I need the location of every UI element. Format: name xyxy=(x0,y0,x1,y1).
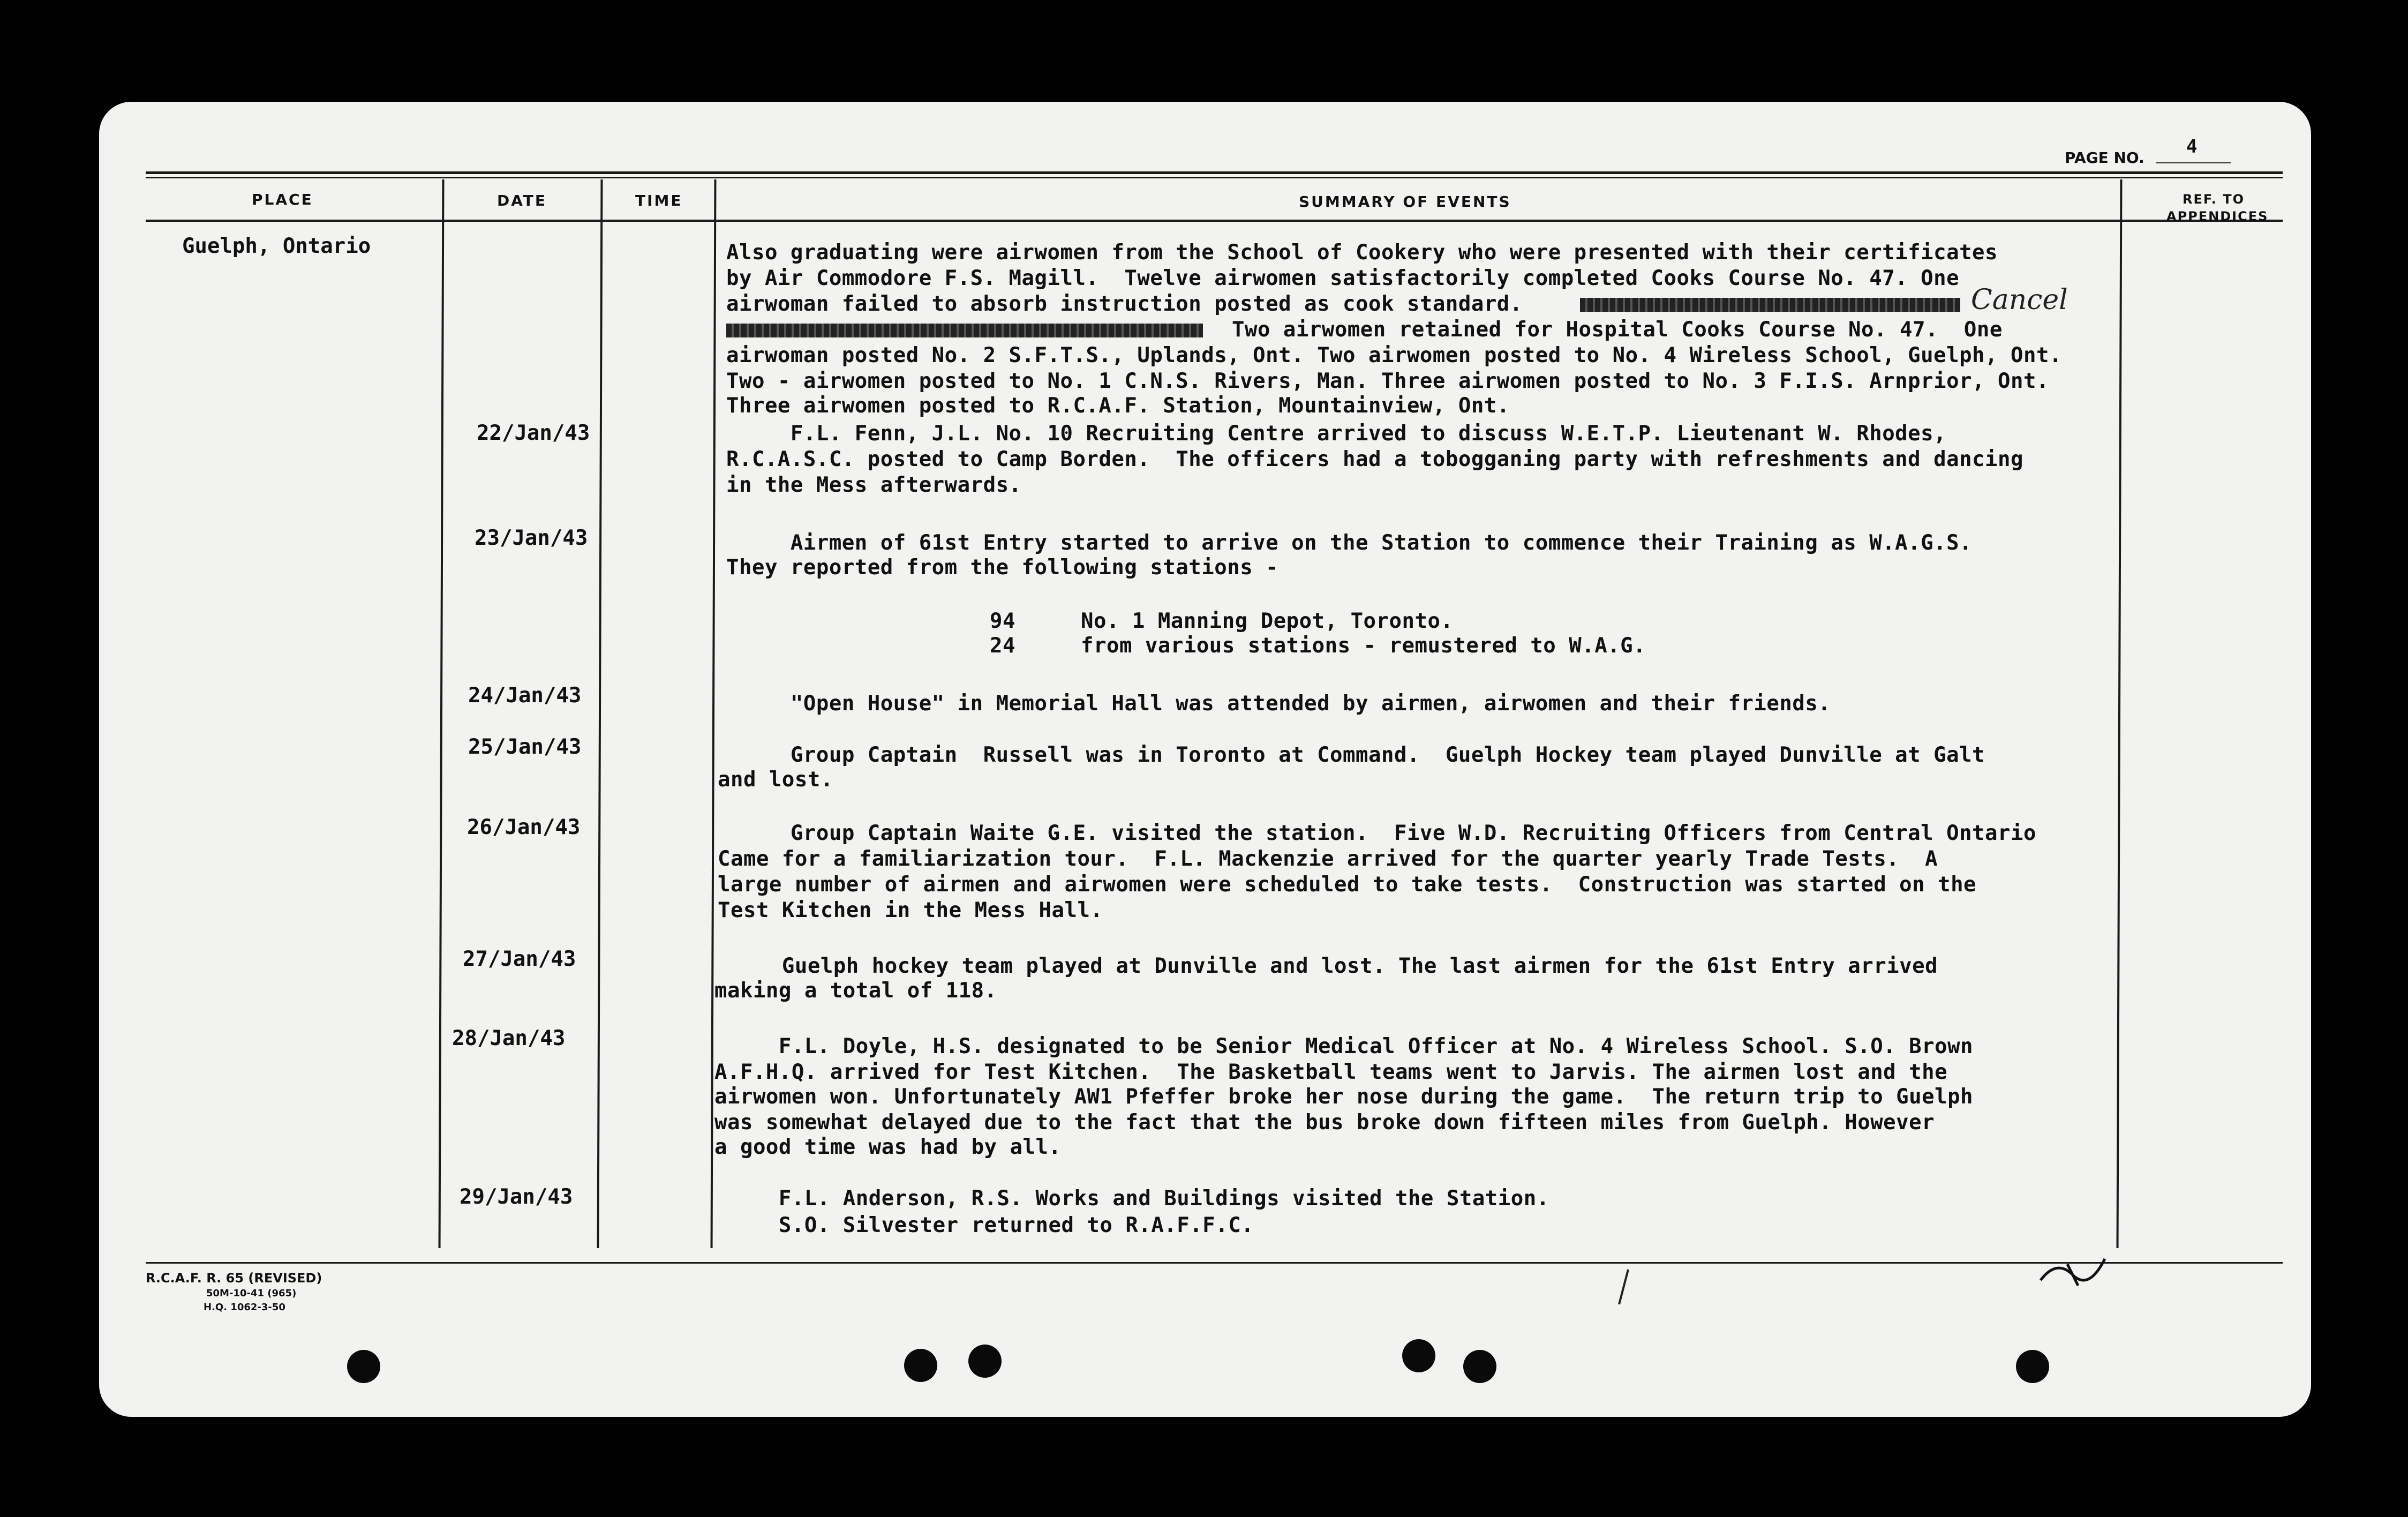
page-number-label: PAGE NO. xyxy=(2065,149,2144,167)
place-entry: Guelph, Ontario xyxy=(182,234,371,258)
summary-line: and lost. xyxy=(718,768,833,792)
header-top-rule xyxy=(146,171,2283,174)
header-bottom-rule xyxy=(146,220,2283,222)
summary-line: airwoman failed to absorb instruction posted as cook standard. xyxy=(726,292,1523,316)
page-number-underline xyxy=(2156,162,2231,163)
page-number-value: 4 xyxy=(2186,136,2198,157)
column-header-ref-2: APPENDICES xyxy=(2166,209,2269,224)
summary-line: F.L. Doyle, H.S. designated to be Senior Medical Officer at No. 4 Wireless School. S.O. Brown xyxy=(714,1034,1974,1058)
summary-line: A.F.H.Q. arrived for Test Kitchen. The Basketball teams went to Jarvis. The airmen lost and the xyxy=(714,1060,1948,1084)
list-text: No. 1 Manning Depot, Toronto. xyxy=(1081,609,1454,633)
summary-line: Airmen of 61st Entry started to arrive on the Station to commence their Training as W.A.G.S. xyxy=(726,531,1973,555)
date-entry: 25/Jan/43 xyxy=(468,735,582,759)
pen-mark xyxy=(1615,1267,1631,1310)
column-header-place: PLACE xyxy=(252,191,313,208)
struck-out-text xyxy=(1580,298,1960,312)
form-number: R.C.A.F. R. 65 (REVISED) xyxy=(146,1271,322,1286)
summary-line: "Open House" in Memorial Hall was attended by airmen, airwomen and their friends. xyxy=(726,692,1831,716)
punch-hole xyxy=(904,1349,937,1382)
summary-line: F.L. Fenn, J.L. No. 10 Recruiting Centre arrived to discuss W.E.T.P. Lieutenant W. Rhodes, xyxy=(726,422,1947,446)
column-header-ref-1: REF. TO xyxy=(2183,192,2245,207)
list-count: 24 xyxy=(990,634,1015,658)
punch-hole xyxy=(2016,1350,2049,1383)
summary-line: Also graduating were airwomen from the School of Cookery who were presented with their certificates xyxy=(726,241,1998,265)
summary-line: Came for a familiarization tour. F.L. Mackenzie arrived for the quarter yearly Trade Tests. A xyxy=(718,847,1938,871)
summary-line: Group Captain Russell was in Toronto at Command. Guelph Hockey team played Dunville at Galt xyxy=(726,743,1985,767)
date-entry: 26/Jan/43 xyxy=(467,815,581,839)
date-entry: 28/Jan/43 xyxy=(452,1026,566,1050)
date-entry: 23/Jan/43 xyxy=(475,526,588,550)
column-header-time: TIME xyxy=(635,192,683,209)
footer-rule xyxy=(146,1262,2283,1264)
summary-line: Two - airwomen posted to No. 1 C.N.S. Rivers, Man. Three airwomen posted to No. 3 F.I.S. Arnprior, Ont. xyxy=(726,369,2049,393)
summary-line: F.L. Anderson, R.S. Works and Buildings visited the Station. xyxy=(714,1186,1549,1211)
column-header-date: DATE xyxy=(497,192,547,209)
form-print-code: 50M-10-41 (965) xyxy=(206,1288,297,1299)
struck-out-text xyxy=(726,324,1203,337)
punch-hole xyxy=(347,1350,380,1383)
summary-line: in the Mess afterwards. xyxy=(726,473,1022,497)
date-entry: 27/Jan/43 xyxy=(463,947,576,971)
date-entry: 24/Jan/43 xyxy=(468,684,582,708)
summary-line: R.C.A.S.C. posted to Camp Borden. The officers had a tobogganing party with refreshments and dancing xyxy=(726,447,2023,471)
punch-hole xyxy=(968,1345,1002,1378)
punch-hole xyxy=(1463,1350,1496,1383)
summary-line: was somewhat delayed due to the fact that the bus broke down fifteen miles from Guelph. However xyxy=(714,1110,1935,1135)
summary-line: making a total of 118. xyxy=(714,979,997,1003)
date-entry: 29/Jan/43 xyxy=(460,1185,573,1209)
summary-line: Two airwomen retained for Hospital Cooks Course No. 47. One xyxy=(1232,318,2003,342)
summary-line: Three airwomen posted to R.C.A.F. Station, Mountainview, Ont. xyxy=(726,394,1510,418)
summary-line: large number of airmen and airwomen were scheduled to take tests. Construction was started on the xyxy=(718,873,1977,897)
summary-line: Guelph hockey team played at Dunville and lost. The last airmen for the 61st Entry arrived xyxy=(718,954,1938,978)
summary-line: a good time was had by all. xyxy=(714,1135,1062,1159)
header-top-rule-2 xyxy=(146,177,2283,178)
summary-line: by Air Commodore F.S. Magill. Twelve airwomen satisfactorily completed Cooks Course No. 47. One xyxy=(726,266,1960,290)
handwritten-annotation: Cancel xyxy=(1971,284,2068,316)
summary-line: They reported from the following stations - xyxy=(726,555,1279,580)
summary-line: Group Captain Waite G.E. visited the station. Five W.D. Recruiting Officers from Central Ontario xyxy=(726,821,2036,845)
handwritten-initials xyxy=(2035,1248,2110,1291)
summary-line: airwoman posted No. 2 S.F.T.S., Uplands, Ont. Two airwomen posted to No. 4 Wireless School, Guelph, Ont. xyxy=(726,343,2062,367)
list-count: 94 xyxy=(990,609,1015,633)
form-hq-code: H.Q. 1062-3-50 xyxy=(204,1302,285,1313)
summary-line: Test Kitchen in the Mess Hall. xyxy=(718,898,1103,922)
punch-hole xyxy=(1402,1339,1435,1372)
list-text: from various stations - remustered to W.A.G. xyxy=(1081,634,1646,658)
date-entry: 22/Jan/43 xyxy=(477,421,590,445)
summary-line: airwomen won. Unfortunately AW1 Pfeffer broke her nose during the game. The return trip to Guelph xyxy=(714,1085,1974,1109)
column-header-summary: SUMMARY OF EVENTS xyxy=(1299,193,1511,211)
summary-line: S.O. Silvester returned to R.A.F.F.C. xyxy=(714,1213,1254,1237)
